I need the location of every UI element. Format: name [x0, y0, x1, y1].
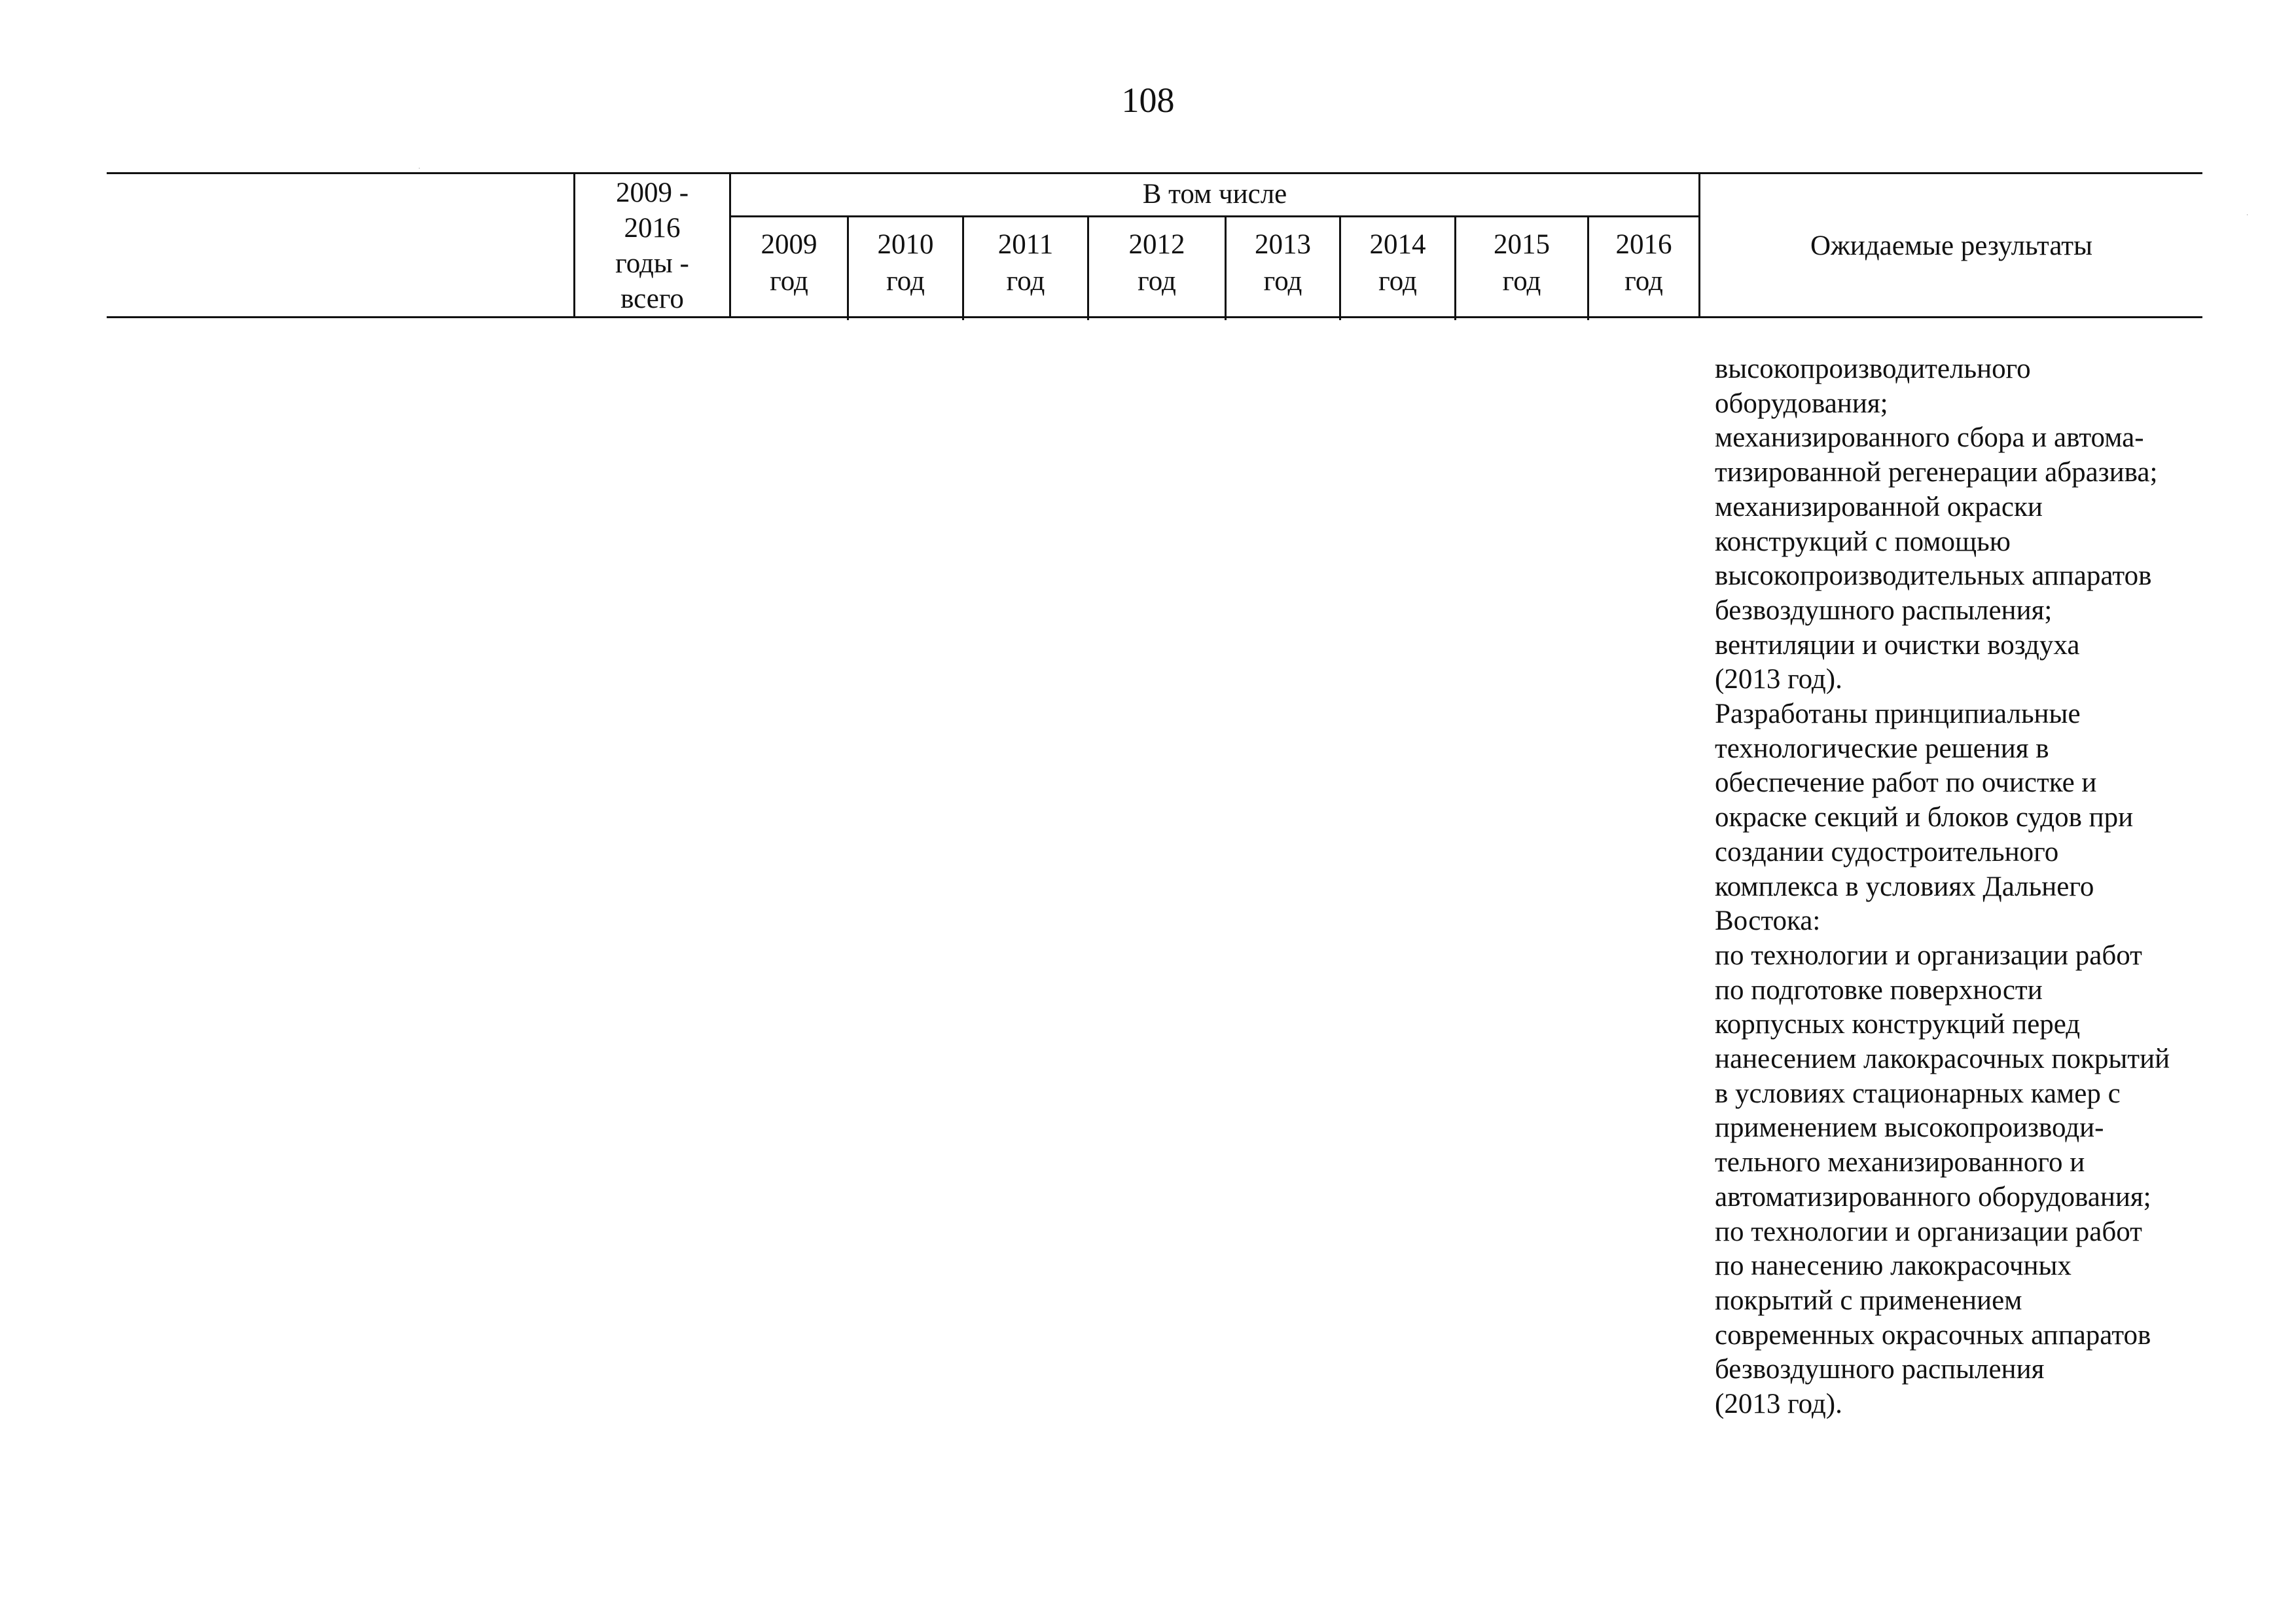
- year-label: 2014: [1369, 229, 1426, 260]
- year-unit: год: [1624, 266, 1663, 297]
- results-line: по нанесению лакокрасочных: [1715, 1250, 2072, 1282]
- results-line: механизированного сбора и автома-: [1715, 422, 2144, 454]
- results-line: безвоздушного распыления: [1715, 1354, 2045, 1385]
- results-line: тизированной регенерации абразива;: [1715, 457, 2158, 488]
- year-label: 2009: [761, 229, 817, 260]
- year-column-header: [1341, 227, 1454, 300]
- results-line: по технологии и организации работ: [1715, 1216, 2142, 1247]
- results-line: технологические решения в: [1715, 733, 2049, 764]
- page-number: 108: [1121, 81, 1175, 120]
- results-line: по подготовке поверхности: [1715, 974, 2043, 1006]
- results-line: окраске секций и блоков судов при: [1715, 802, 2134, 833]
- year-unit: год: [770, 266, 808, 297]
- results-line: современных окрасочных аппаратов: [1715, 1319, 2151, 1351]
- results-line: конструкций с помощью: [1715, 526, 2011, 557]
- results-line: вентиляции и очистки воздуха: [1715, 629, 2080, 661]
- year-column-header: [731, 227, 847, 300]
- results-line: высокопроизводительного: [1715, 354, 2031, 384]
- results-line: оборудования;: [1715, 388, 1888, 419]
- year-label: 2010: [877, 229, 934, 260]
- total-line: 2009 -: [615, 177, 689, 208]
- results-line: по технологии и организации работ: [1715, 939, 2142, 971]
- results-line: в условиях стационарных камер с: [1715, 1078, 2121, 1109]
- year-unit: год: [1138, 266, 1176, 297]
- results-line: корпусных конструкций перед: [1715, 1009, 2081, 1040]
- results-column-header: Ожидаемые результаты: [1810, 230, 2092, 261]
- year-column-header: [1227, 227, 1339, 300]
- year-unit: год: [1263, 266, 1302, 297]
- results-line: высокопроизводительных аппаратов: [1715, 560, 2152, 592]
- year-column-header: [849, 227, 962, 300]
- results-line: применением высокопроизводи-: [1715, 1112, 2104, 1144]
- including-header: В том числе: [1142, 179, 1287, 210]
- total-column-header: [575, 175, 729, 318]
- total-line: годы -: [615, 248, 689, 279]
- year-label: 2016: [1615, 229, 1672, 260]
- year-label: 2015: [1494, 229, 1550, 260]
- expected-results-text: [1715, 352, 2212, 1422]
- results-line: тельного механизированного и: [1715, 1147, 2085, 1178]
- results-line: нанесением лакокрасочных покрытий: [1715, 1044, 2170, 1075]
- year-unit: год: [886, 266, 925, 297]
- results-line: комплекса в условиях Дальнего: [1715, 871, 2094, 902]
- total-line: 2016: [624, 213, 681, 244]
- scan-artifact: [2247, 214, 2248, 215]
- results-line: безвоздушного распыления;: [1715, 594, 2053, 626]
- year-unit: год: [1006, 266, 1045, 297]
- results-line: покрытий с применением: [1715, 1285, 2022, 1316]
- results-line: Востока:: [1715, 905, 1821, 937]
- table-header: [107, 172, 2202, 318]
- scan-artifact: [419, 168, 420, 169]
- results-line: (2013 год).: [1715, 664, 1842, 695]
- year-unit: год: [1502, 266, 1541, 297]
- year-column-header: [1456, 227, 1587, 300]
- year-label: 2011: [997, 229, 1054, 260]
- year-label: 2012: [1128, 229, 1185, 260]
- results-line: Разработаны принципиальные: [1715, 699, 2081, 730]
- subheader-divider: [729, 215, 1700, 217]
- year-unit: год: [1378, 266, 1417, 297]
- results-line: (2013 год).: [1715, 1389, 1842, 1420]
- year-column-header: [1089, 227, 1225, 300]
- year-column-header: [964, 227, 1087, 300]
- year-label: 2013: [1255, 229, 1311, 260]
- results-line: создании судостроительного: [1715, 836, 2059, 867]
- total-line: всего: [620, 283, 684, 314]
- results-line: автоматизированного оборудования;: [1715, 1181, 2151, 1213]
- results-line: механизированной окраски: [1715, 491, 2043, 522]
- results-line: обеспечение работ по очистке и: [1715, 767, 2097, 799]
- year-column-header: [1589, 227, 1698, 300]
